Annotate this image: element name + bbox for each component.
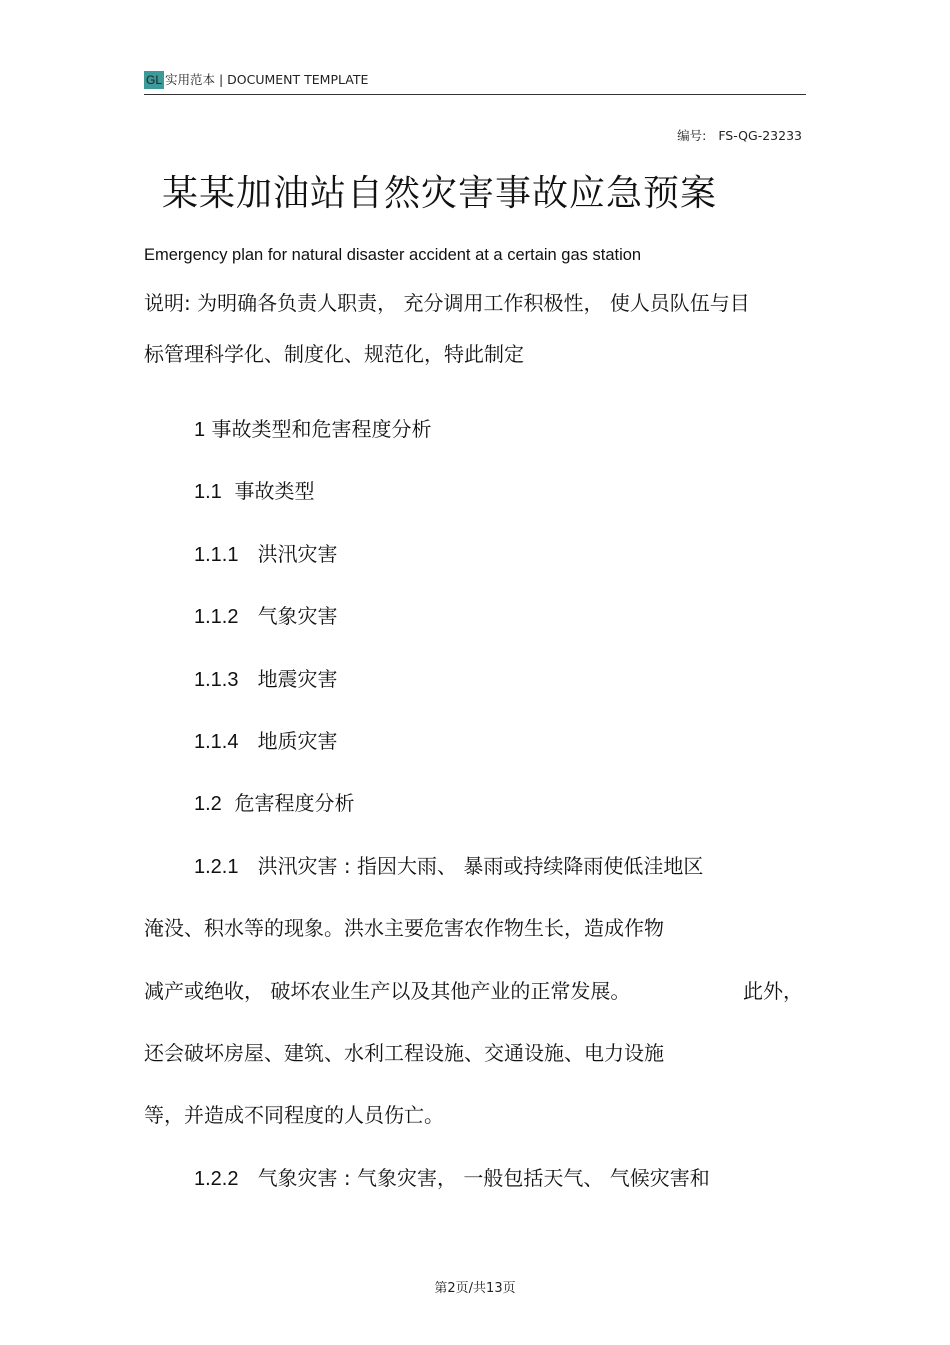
outline-number: 1.2	[194, 793, 222, 815]
outline-number: 1.1.4	[194, 731, 239, 753]
outline-text: 洪汛灾害	[257, 542, 338, 566]
outline-number: 1.1	[194, 481, 222, 503]
outline-item-1-1-2	[194, 601, 338, 632]
outline-item-1-1-4	[194, 726, 338, 757]
outline-text: 地震灾害	[257, 667, 338, 691]
para-1-2-1-line-2-tail: 此外，	[743, 979, 803, 1003]
document-title: 某某加油站自然灾害事故应急预案	[162, 173, 718, 214]
outline-number: 1.1.2	[194, 606, 239, 628]
document-subtitle: Emergency plan for natural disaster accident at a certain gas station	[144, 246, 642, 264]
outline-item-1-1	[194, 476, 315, 507]
outline-text: 事故类型	[234, 479, 315, 503]
document-number	[677, 126, 802, 144]
outline-text: 事故类型和危害程度分析	[211, 417, 432, 441]
para-text: 洪汛灾害 : 指因大雨、 暴雨或持续降雨使低洼地区	[257, 854, 704, 878]
outline-number: 1	[194, 419, 206, 441]
document-number-label: 编号:	[677, 128, 707, 143]
outline-item-1-1-1	[194, 539, 338, 570]
document-number-value: FS-QG-23233	[718, 128, 802, 143]
header-label: 实用范本 | DOCUMENT TEMPLATE	[165, 72, 369, 87]
para-1-2-2-head	[194, 1163, 710, 1194]
outline-number: 1.1.3	[194, 669, 239, 691]
para-1-2-1-line-1: 淹没、积水等的现象。洪水主要危害农作物生长，造成作物	[144, 916, 664, 940]
para-1-2-1-line-2: 减产或绝收， 破坏农业生产以及其他产业的正常发展。	[144, 979, 631, 1003]
para-number: 1.2.1	[194, 856, 239, 878]
para-1-2-1-head	[194, 851, 703, 882]
page-footer: 第2页/共13页	[434, 1281, 516, 1296]
outline-text: 危害程度分析	[234, 791, 355, 815]
description-line-2: 标管理科学化、制度化、规范化，特此制定	[144, 342, 524, 366]
description-line-1: 说明: 为明确各负责人职责， 充分调用工作积极性， 使人员队伍与目	[144, 291, 750, 315]
para-1-2-1-line-3: 还会破坏房屋、建筑、水利工程设施、交通设施、电力设施	[144, 1041, 664, 1065]
outline-item-1-2	[194, 788, 355, 819]
para-text: 气象灾害 : 气象灾害， 一般包括天气、 气候灾害和	[257, 1166, 710, 1190]
outline-text: 气象灾害	[257, 604, 338, 628]
document-header	[144, 70, 806, 95]
outline-number: 1.1.1	[194, 544, 239, 566]
gl-logo: GL	[145, 73, 162, 87]
outline-text: 地质灾害	[257, 729, 338, 753]
outline-item-1	[194, 414, 431, 445]
outline-item-1-1-3	[194, 664, 338, 695]
para-1-2-1-line-4: 等，并造成不同程度的人员伤亡。	[144, 1103, 444, 1127]
para-number: 1.2.2	[194, 1168, 239, 1190]
